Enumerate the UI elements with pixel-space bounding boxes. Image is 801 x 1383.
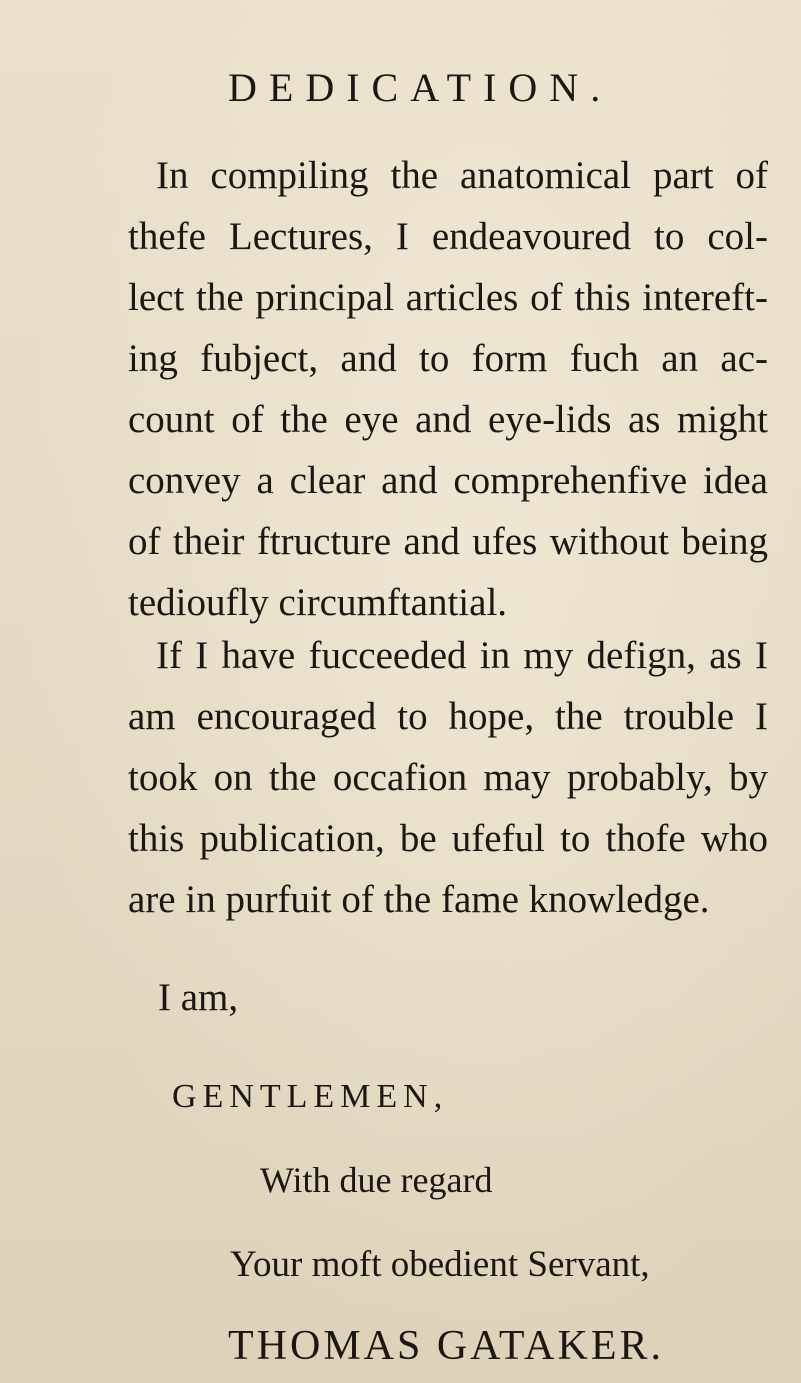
text-line: are in purfuit of the fame knowledge.	[128, 878, 710, 921]
closing-gentlemen: GENTLEMEN,	[172, 1078, 449, 1115]
text-line: of their ftructure and ufes without being	[128, 520, 768, 563]
text-line: thefe Lectures, I endeavoured to col-	[128, 215, 768, 258]
page-heading: DEDICATION.	[228, 65, 613, 110]
author-signature: THOMAS GATAKER.	[228, 1323, 664, 1369]
text-line: took on the occafion may probably, by	[128, 756, 768, 799]
closing-i-am: I am,	[158, 976, 239, 1019]
text-line: this publication, be ufeful to thofe who	[128, 817, 768, 860]
text-line: convey a clear and comprehenfive idea	[128, 459, 768, 502]
text-line: am encouraged to hope, the trouble I	[128, 695, 768, 738]
dedication-paragraph-2	[128, 625, 768, 930]
text-line: If I have fucceeded in my defign, as I	[156, 634, 768, 677]
text-line: In compiling the anatomical part of	[156, 154, 768, 197]
text-line: ing fubject, and to form fuch an ac-	[128, 337, 768, 380]
text-line: count of the eye and eye-lids as might	[128, 398, 768, 441]
text-line: lect the principal articles of this intereft-	[128, 276, 768, 319]
closing-with-due-regard: With due regard	[260, 1160, 493, 1200]
text-line: tedioufly circumftantial.	[128, 581, 508, 624]
closing-servant: Your moft obedient Servant,	[230, 1244, 650, 1285]
dedication-paragraph-1	[128, 145, 768, 633]
